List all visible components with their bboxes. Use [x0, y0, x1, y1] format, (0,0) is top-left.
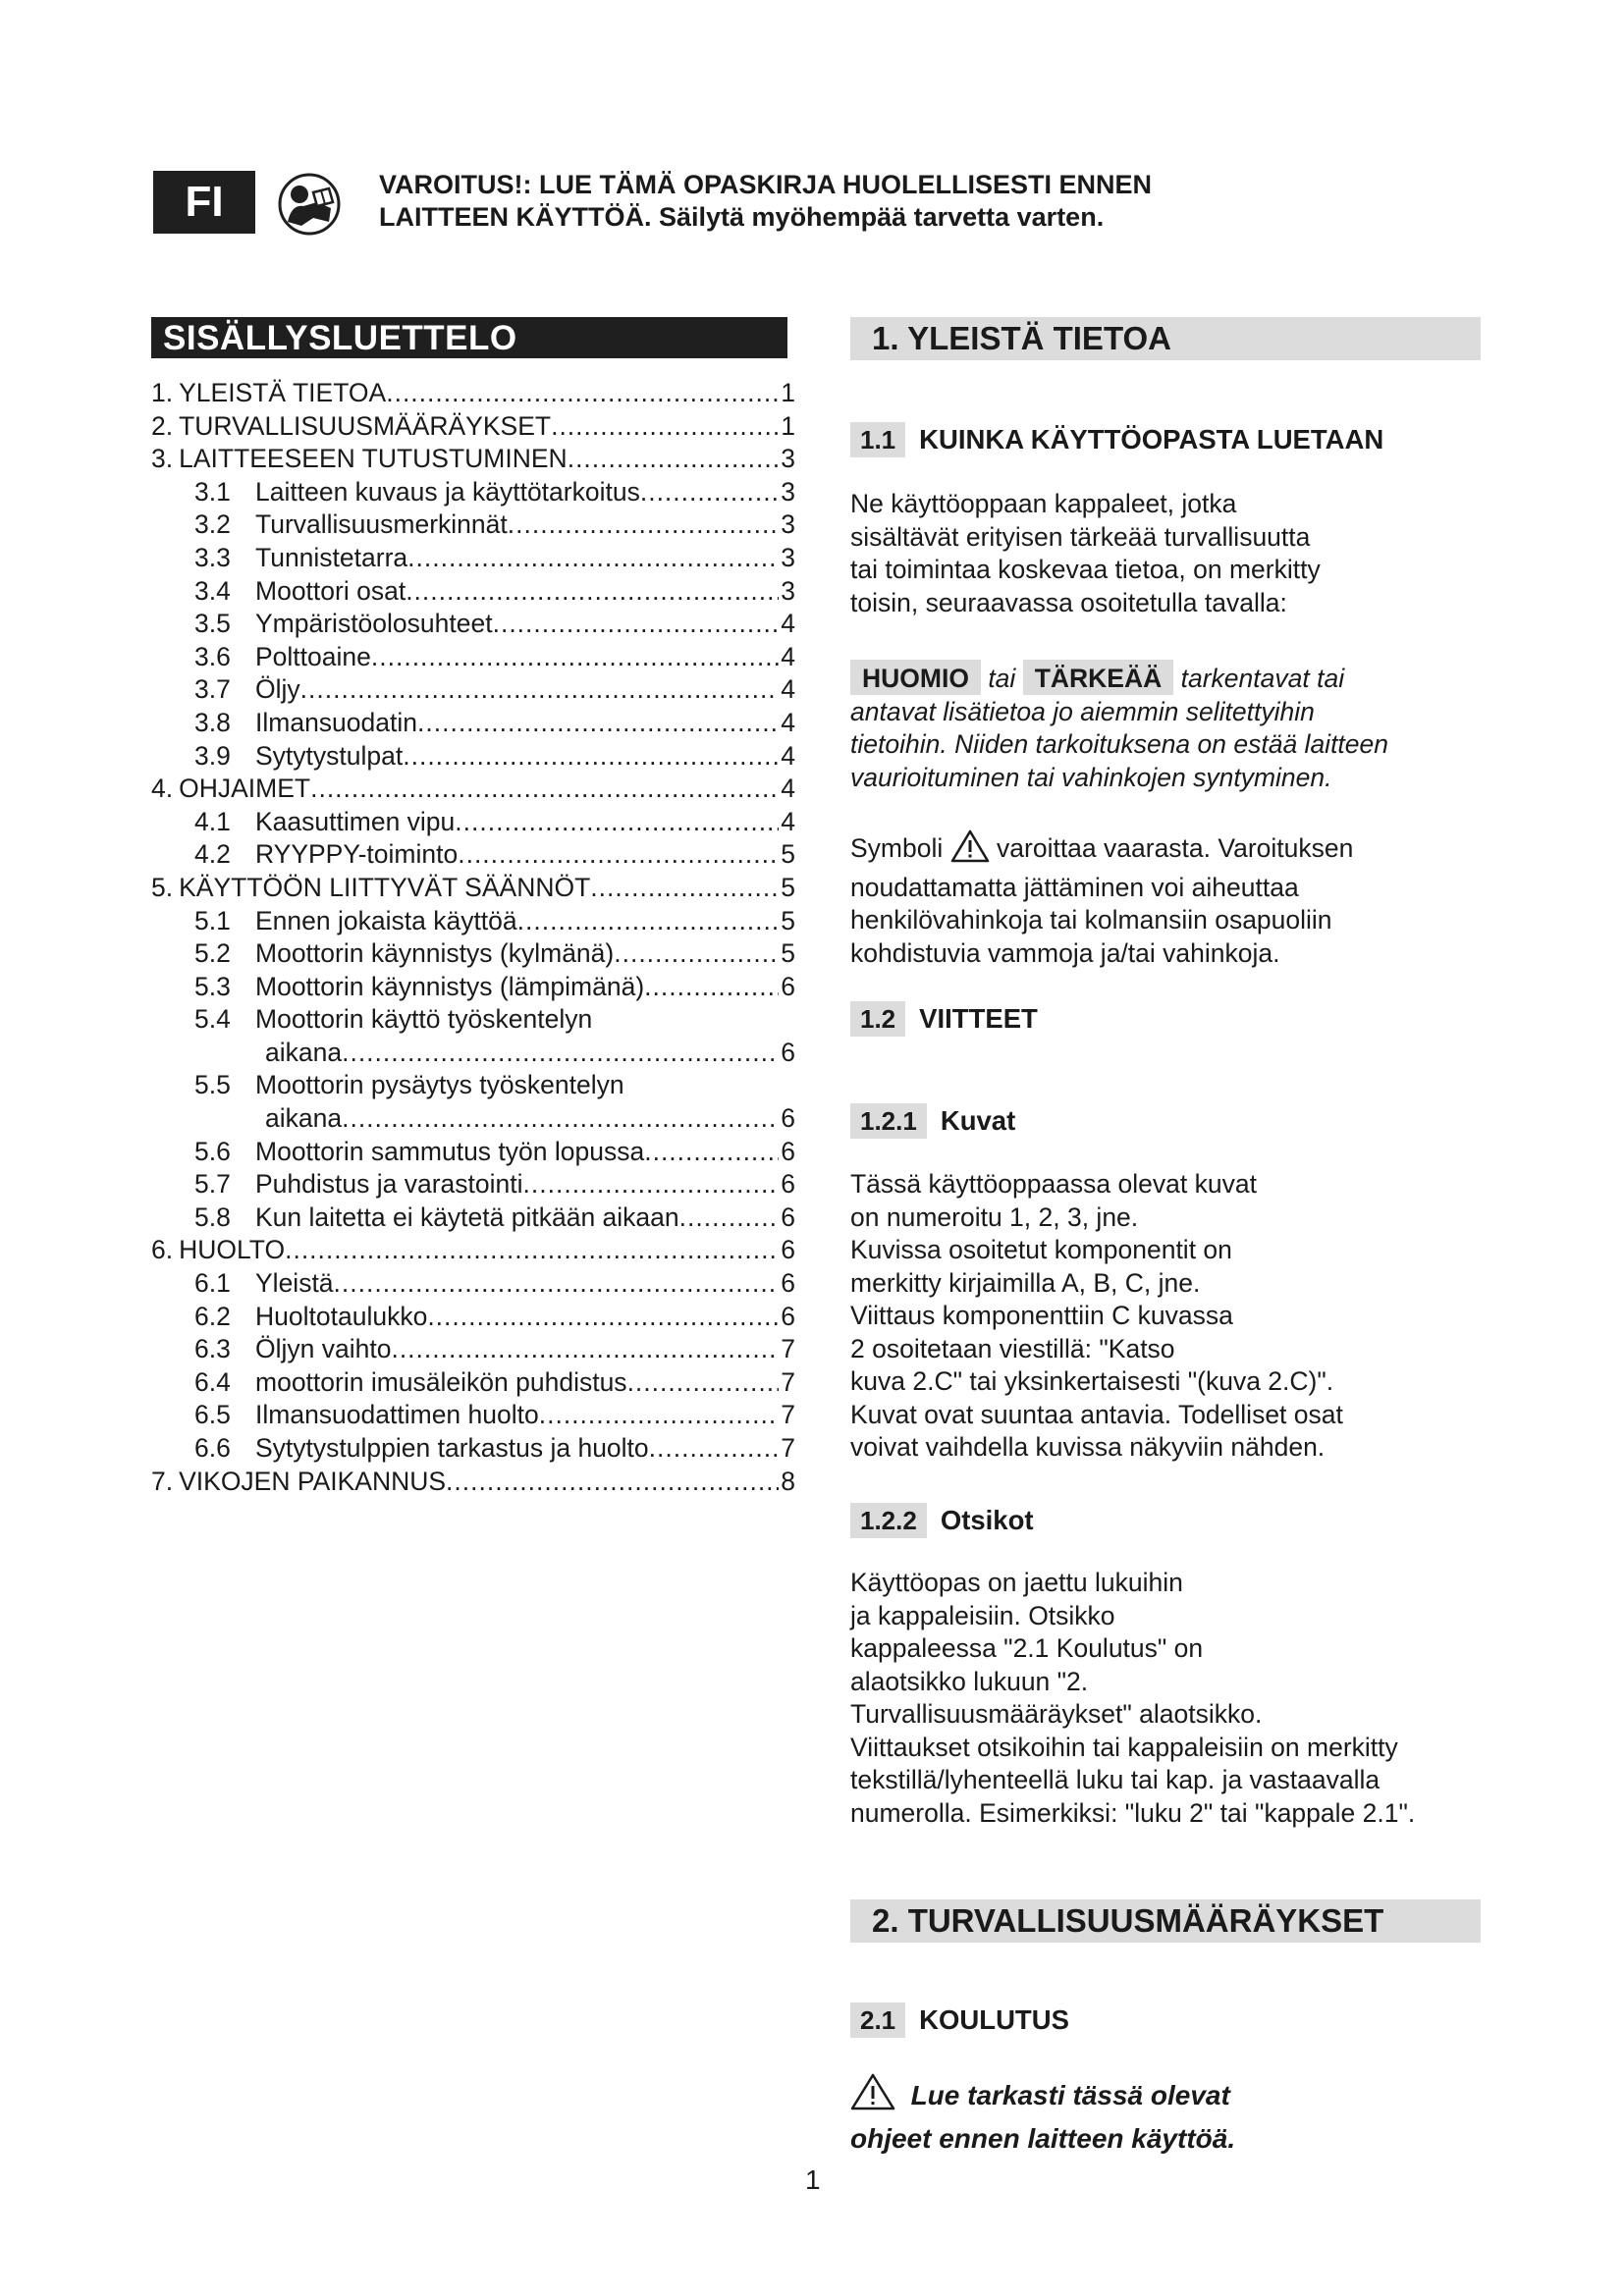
toc-entry — [151, 1399, 795, 1432]
toc-entry-label: KÄYTTÖÖN LIITTYVÄT SÄÄNNÖT — [179, 872, 591, 902]
text-line: ja kappaleisiin. Otsikko — [850, 1600, 1115, 1630]
toc-entry — [151, 641, 795, 674]
toc-entry-page: 3 — [781, 444, 795, 474]
toc-entry-page: 4 — [781, 641, 795, 671]
toc-dot-leader — [551, 410, 779, 444]
huomio-label: HUOMIO — [850, 660, 981, 695]
toc-dot-leader — [627, 1366, 780, 1400]
tarkeaa-label: TÄRKEÄÄ — [1023, 660, 1174, 695]
toc-entry — [151, 1267, 795, 1301]
text-line: merkitty kirjaimilla A, B, C, jne. — [850, 1267, 1201, 1298]
toc-entry — [151, 508, 795, 542]
toc-entry-label: Laitteen kuvaus ja käyttötarkoitus — [255, 476, 640, 507]
toc-entry-page: 4 — [781, 609, 795, 639]
toc-entry-number: 4.1 — [194, 806, 231, 836]
toc-entry-label: Huoltotaulukko — [255, 1301, 428, 1331]
toc-dot-leader — [644, 1136, 779, 1169]
toc-entry — [151, 872, 795, 905]
text-line: numerolla. Esimerkiksi: "luku 2" tai "kappale 2.1". — [850, 1797, 1416, 1828]
warning-triangle-icon — [950, 829, 990, 872]
toc-entry-number: 6.6 — [194, 1433, 231, 1463]
toc-entry — [151, 1466, 795, 1499]
text-line: alaotsikko lukuun "2. — [850, 1666, 1089, 1696]
toc-entry — [151, 937, 795, 971]
toc-entry-label-cont: aikana — [265, 1103, 343, 1134]
toc-dot-leader — [334, 1267, 780, 1301]
toc-entry-page: 1 — [781, 378, 795, 407]
toc-dot-leader — [458, 838, 779, 872]
toc-entry-page: 4 — [781, 674, 795, 705]
toc-entry-label: RYYPPY-toiminto — [255, 839, 459, 870]
text-line: Ne käyttöoppaan kappaleet, jotka — [850, 489, 1237, 518]
toc-entry-page: 4 — [781, 740, 795, 771]
toc-entry — [151, 443, 795, 476]
toc-entry-label: Öljy — [255, 674, 300, 705]
text-line: noudattamatta jättäminen voi aiheuttaa — [850, 872, 1299, 902]
training-warning — [850, 2073, 1518, 2158]
section-2-title: 2. TURVALLISUUSMÄÄRÄYKSET — [850, 1899, 1481, 1943]
subsection-number: 2.1 — [850, 2002, 905, 2038]
text-line: tietoihin. Niiden tarkoituksena on estää laitteen — [850, 729, 1389, 759]
toc-entry-number: 2. — [151, 410, 174, 441]
subsection-1-2-2-heading — [850, 1503, 1034, 1538]
warning-line-2: LAITTEEN KÄYTTÖÄ. Säilytä myöhempää tarvetta varten. — [379, 202, 1105, 232]
text-line: on numeroitu 1, 2, 3, jne. — [850, 1201, 1139, 1232]
toc-dot-leader — [300, 673, 780, 707]
toc-entry-number: 5.7 — [194, 1169, 231, 1200]
subsection-1-2-1-heading — [850, 1103, 1015, 1139]
images-paragraph — [850, 1168, 1518, 1465]
toc-dot-leader — [614, 937, 779, 971]
toc-entry-page: 4 — [781, 806, 795, 836]
toc-entry-label: Moottorin käyttö työskentelyn — [255, 1004, 593, 1035]
toc-entry-page: 3 — [781, 509, 795, 540]
subsection-number: 1.2.2 — [850, 1503, 927, 1538]
toc-entry-number: 6. — [151, 1235, 174, 1265]
toc-entry-label: Moottorin pysäytys työskentelyn — [255, 1070, 624, 1100]
toc-entry — [151, 1201, 795, 1235]
toc-entry-number: 7. — [151, 1466, 174, 1496]
toc-entry-page: 6 — [781, 1201, 795, 1232]
subsection-label: VIITTEET — [919, 1003, 1038, 1034]
toc-entry-page: 5 — [781, 905, 795, 935]
toc-entry-label: Öljyn vaihto — [255, 1334, 392, 1364]
toc-entry-label: Ilmansuodattimen huolto — [255, 1400, 539, 1430]
toc-entry-page: 6 — [781, 971, 795, 1001]
language-badge: FI — [153, 171, 255, 234]
toc-entry — [151, 1333, 795, 1366]
toc-entry-page: 7 — [781, 1400, 795, 1430]
toc-entry-label: YLEISTÄ TIETOA — [179, 378, 387, 407]
toc-entry — [151, 707, 795, 740]
toc-entry — [151, 542, 795, 575]
toc-entry-label: VIKOJEN PAIKANNUS — [179, 1466, 447, 1496]
toc-entry-label-cont: aikana — [265, 1037, 343, 1067]
text-line: vaurioituminen tai vahinkojen syntyminen. — [850, 762, 1332, 792]
toc-entry — [151, 1136, 795, 1169]
toc-entry-page: 3 — [781, 476, 795, 507]
toc-entry — [151, 740, 795, 774]
toc-entry — [151, 377, 795, 410]
toc-entry-number: 5.5 — [194, 1070, 231, 1100]
text-line: kohdistuvia vammoja ja/tai vahinkoja. — [850, 937, 1280, 968]
text-line: kuva 2.C" tai yksinkertaisesti "(kuva 2.C)". — [850, 1366, 1334, 1396]
toc-entry-label: LAITTEESEEN TUTUSTUMINEN — [179, 444, 568, 474]
toc-dot-leader — [649, 1432, 780, 1466]
toc-dot-leader — [407, 542, 779, 575]
toc-dot-leader — [427, 1301, 779, 1334]
note-paragraph — [850, 660, 1518, 794]
toc-entry-number: 6.1 — [194, 1268, 231, 1299]
toc-dot-leader — [406, 575, 779, 609]
toc-entry-label: Ilmansuodatin — [255, 707, 417, 737]
toc-dot-leader — [455, 806, 779, 839]
toc-entry-number: 5.8 — [194, 1201, 231, 1232]
subsection-number: 1.1 — [850, 422, 905, 457]
text-line: antavat lisätietoa jo aiemmin selitettyihin — [850, 696, 1315, 726]
toc-dot-leader — [342, 1102, 779, 1136]
toc-entry-number: 5.1 — [194, 905, 231, 935]
toc-dot-leader — [640, 476, 779, 509]
toc-entry-label: Sytytystulpat — [255, 740, 404, 771]
toc-entry-label: HUOLTO — [179, 1235, 286, 1265]
toc-entry — [151, 1301, 795, 1334]
note-text-start: tarkentavat tai — [1180, 664, 1345, 693]
headings-paragraph — [850, 1567, 1518, 1830]
toc-dot-leader — [417, 707, 779, 740]
toc-entry-page: 5 — [781, 938, 795, 969]
text-line: Kuvissa osoitetut komponentit on — [850, 1235, 1232, 1264]
read-manual-icon — [278, 173, 341, 236]
toc-entry-label: Ympäristöolosuhteet — [255, 609, 493, 639]
toc-dot-leader — [371, 641, 779, 674]
toc-entry-number: 3.2 — [194, 509, 231, 540]
toc-dot-leader — [493, 608, 780, 641]
toc-entry-label: Kaasuttimen vipu — [255, 806, 456, 836]
toc-entry-continuation — [151, 1102, 795, 1136]
toc-entry — [151, 1069, 795, 1102]
intro-paragraph — [850, 488, 1518, 619]
toc-entry-label: Moottorin sammutus työn lopussa — [255, 1136, 645, 1166]
subsection-number: 1.2 — [850, 1001, 905, 1037]
symbol-text-after: varoittaa vaarasta. Varoituksen — [997, 833, 1354, 863]
toc-entry-number: 6.3 — [194, 1334, 231, 1364]
toc-entry-page: 4 — [781, 774, 795, 804]
toc-entry-page: 6 — [781, 1169, 795, 1200]
toc-dot-leader — [517, 905, 780, 938]
toc-entry-page: 3 — [781, 575, 795, 606]
toc-entry-page: 6 — [781, 1235, 795, 1265]
warning-header — [379, 169, 1263, 234]
toc-entry-number: 3.6 — [194, 641, 231, 671]
text-line: Viittaukset otsikoihin tai kappaleisiin on merkitty — [850, 1732, 1398, 1762]
toc-entry-number: 1. — [151, 378, 174, 407]
subsection-2-1-heading — [850, 2002, 1069, 2038]
toc-entry-label: Moottorin käynnistys (lämpimänä) — [255, 971, 645, 1001]
toc-title: SISÄLLYSLUETTELO — [151, 317, 787, 358]
warning-line-1: VAROITUS!: LUE TÄMÄ OPASKIRJA HUOLELLISESTI ENNEN — [379, 170, 1153, 199]
warning-line-1: Lue tarkasti tässä olevat — [910, 2080, 1230, 2110]
toc-entry-page: 8 — [781, 1466, 795, 1496]
toc-entry-label: Kun laitetta ei käytetä pitkään aikaan — [255, 1201, 679, 1232]
text-line: Tässä käyttöoppaassa olevat kuvat — [850, 1169, 1257, 1199]
toc-entry — [151, 905, 795, 938]
toc-entry-page: 7 — [781, 1433, 795, 1463]
toc-entry-number: 5.6 — [194, 1136, 231, 1166]
toc-dot-leader — [446, 1466, 779, 1499]
text-line: 2 osoitetaan viestillä: "Katso — [850, 1333, 1175, 1363]
toc-entry-label: OHJAIMET — [179, 774, 311, 804]
toc-entry-page: 1 — [781, 410, 795, 441]
toc-entry-number: 3.1 — [194, 476, 231, 507]
toc-entry — [151, 1432, 795, 1466]
toc-entry — [151, 806, 795, 839]
toc-entry-label: Turvallisuusmerkinnät — [255, 509, 508, 540]
toc-entry-number: 4.2 — [194, 839, 231, 870]
toc-entry — [151, 971, 795, 1004]
toc-dot-leader — [679, 1201, 780, 1235]
subsection-label: Kuvat — [940, 1105, 1016, 1136]
warning-triangle-icon — [850, 2073, 895, 2120]
subsection-label: KUINKA KÄYTTÖOPASTA LUETAAN — [919, 424, 1384, 454]
toc-entry-page: 6 — [781, 1037, 795, 1067]
toc-entry-number: 3.7 — [194, 674, 231, 705]
toc-dot-leader — [590, 872, 779, 905]
toc-entry — [151, 1168, 795, 1201]
toc-entry-label: Yleistä — [255, 1268, 334, 1299]
toc-dot-leader — [523, 1168, 780, 1201]
toc-dot-leader — [391, 1333, 779, 1366]
toc-entry-number: 5.4 — [194, 1004, 231, 1035]
text-line: kappaleessa "2.1 Koulutus" on — [850, 1633, 1204, 1663]
toc-entry-label: Moottori osat — [255, 575, 406, 606]
text-line: henkilövahinkoja tai kolmansiin osapuoliin — [850, 905, 1332, 934]
subsection-1-1-heading — [850, 422, 1383, 457]
toc-entry-number: 4. — [151, 774, 174, 804]
page-number: 1 — [805, 2164, 821, 2195]
toc-entry — [151, 476, 795, 509]
toc-entry-label: Sytytystulppien tarkastus ja huolto — [255, 1433, 649, 1463]
toc-dot-leader — [568, 443, 780, 476]
toc-dot-leader — [342, 1037, 779, 1070]
symbol-text-before: Symboli — [850, 833, 944, 863]
toc-entry-number: 6.4 — [194, 1366, 231, 1397]
section-1-title: 1. YLEISTÄ TIETOA — [850, 317, 1481, 360]
toc-entry-page: 4 — [781, 707, 795, 737]
toc-entry — [151, 575, 795, 609]
subsection-label: KOULUTUS — [919, 2004, 1069, 2035]
text-line: Viittaus komponenttiin C kuvassa — [850, 1301, 1233, 1330]
toc-dot-leader — [386, 377, 779, 410]
text-line: voivat vaihdella kuvissa näkyviin nähden. — [850, 1432, 1326, 1462]
toc-entry-page: 6 — [781, 1268, 795, 1299]
text-line: Turvallisuusmääräykset" alaotsikko. — [850, 1699, 1263, 1729]
toc-entry-page: 6 — [781, 1301, 795, 1331]
toc-entry — [151, 1366, 795, 1400]
toc-entry-label: TURVALLISUUSMÄÄRÄYKSET — [179, 410, 552, 441]
toc-entry-number: 6.2 — [194, 1301, 231, 1331]
toc-entry-number: 5.3 — [194, 971, 231, 1001]
toc-entry — [151, 838, 795, 872]
text-line: tekstillä/lyhenteellä luku tai kap. ja vastaavalla — [850, 1765, 1380, 1794]
text-line: sisältävät erityisen tärkeää turvallisuutta — [850, 521, 1311, 552]
toc-entry-label: Moottorin käynnistys (kylmänä) — [255, 938, 615, 969]
toc-entry-number: 3.8 — [194, 707, 231, 737]
toc-entry-number: 6.5 — [194, 1400, 231, 1430]
toc-entry-label: Polttoaine — [255, 641, 371, 671]
symbol-paragraph — [850, 829, 1518, 970]
toc-dot-leader — [310, 773, 779, 806]
toc-entry-number: 3. — [151, 444, 174, 474]
subsection-number: 1.2.1 — [850, 1103, 927, 1139]
table-of-contents — [151, 377, 795, 1498]
subsection-1-2-heading — [850, 1001, 1038, 1037]
toc-entry-label: moottorin imusäleikön puhdistus — [255, 1366, 627, 1397]
toc-entry-number: 3.9 — [194, 740, 231, 771]
toc-dot-leader — [403, 740, 779, 774]
text-line: tai toimintaa koskevaa tietoa, on merkitty — [850, 555, 1321, 584]
toc-dot-leader — [539, 1399, 780, 1432]
toc-entry-number: 3.5 — [194, 609, 231, 639]
toc-entry-page: 5 — [781, 839, 795, 870]
toc-dot-leader — [644, 971, 779, 1004]
toc-entry-label: Puhdistus ja varastointi — [255, 1169, 523, 1200]
toc-entry-page: 6 — [781, 1136, 795, 1166]
toc-entry-page: 3 — [781, 542, 795, 572]
note-or: tai — [988, 664, 1016, 693]
toc-entry — [151, 608, 795, 641]
toc-entry-number: 3.4 — [194, 575, 231, 606]
text-line: Käyttöopas on jaettu lukuihin — [850, 1568, 1183, 1597]
toc-entry-page: 5 — [781, 872, 795, 902]
toc-dot-leader — [508, 508, 780, 542]
toc-entry — [151, 673, 795, 707]
toc-dot-leader — [285, 1234, 779, 1267]
toc-entry-page: 7 — [781, 1334, 795, 1364]
subsection-label: Otsikot — [940, 1505, 1034, 1535]
toc-entry-page: 7 — [781, 1366, 795, 1397]
toc-entry-number: 3.3 — [194, 542, 231, 572]
toc-entry — [151, 410, 795, 444]
toc-entry — [151, 1003, 795, 1037]
toc-entry-label: Tunnistetarra — [255, 542, 408, 572]
text-line: toisin, seuraavassa osoitetulla tavalla: — [850, 587, 1287, 617]
toc-entry-label: Ennen jokaista käyttöä — [255, 905, 517, 935]
toc-entry-number: 5. — [151, 872, 174, 902]
warning-line-2: ohjeet ennen laitteen käyttöä. — [850, 2123, 1236, 2154]
toc-entry — [151, 1234, 795, 1267]
text-line: Kuvat ovat suuntaa antavia. Todelliset osat — [850, 1399, 1343, 1429]
toc-entry-page: 6 — [781, 1103, 795, 1134]
toc-entry-number: 5.2 — [194, 938, 231, 969]
toc-entry-continuation — [151, 1037, 795, 1070]
toc-entry — [151, 773, 795, 806]
